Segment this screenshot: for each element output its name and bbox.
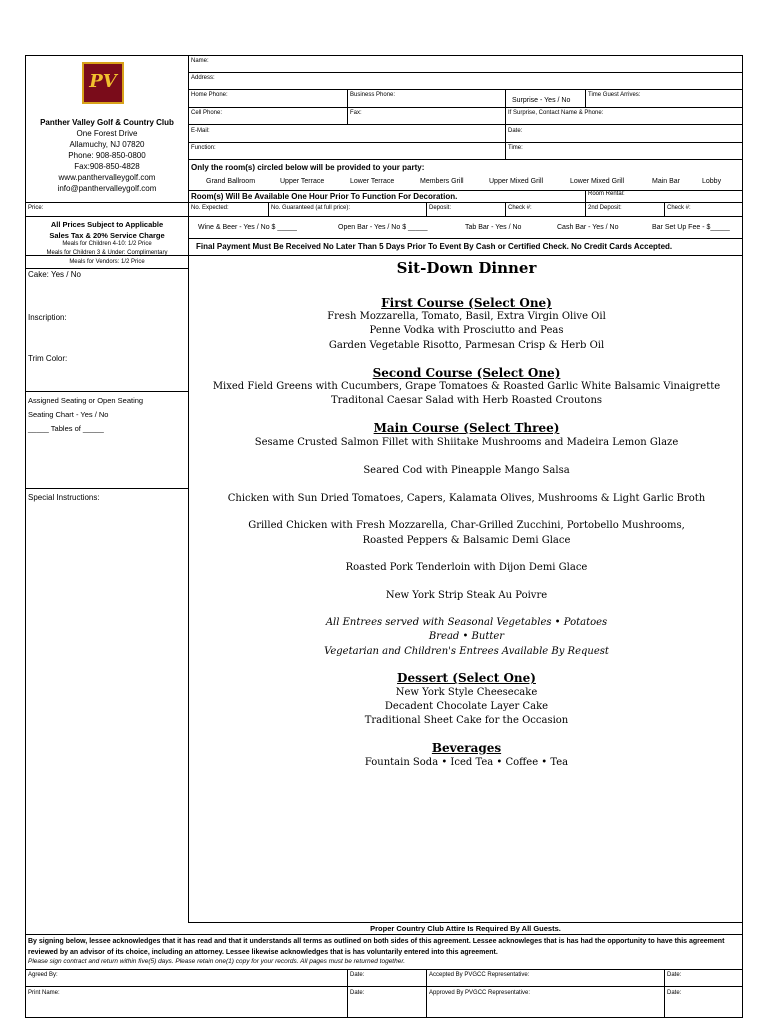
row-line	[188, 142, 743, 143]
special-instructions-field[interactable]: Special Instructions:	[28, 493, 100, 502]
assigned-seating[interactable]: Assigned Seating or Open Seating	[28, 396, 144, 405]
beverage-items: Fountain Soda • Iced Tea • Coffee • Tea	[364, 757, 569, 768]
row-line	[25, 391, 188, 392]
seating-chart-option[interactable]: Seating Chart - Yes / No	[28, 410, 109, 419]
row-line	[188, 124, 743, 125]
agreement-text: By signing below, lessee acknowledges that it has read and that it understands all terms as outlined on both sides of this agreement. Lessee acknowleges that is has had the opportunity to have this agreement reviewed by an advisor of its choice, including an attorney. Lessee likewise acknowledges that is has voluntarily entered into this agreement.	[28, 938, 725, 956]
tables-field[interactable]: _____ Tables of _____	[28, 424, 104, 433]
row-line	[188, 72, 743, 73]
row-line	[188, 107, 743, 108]
menu-item: Traditional Sheet Cake for the Occasion	[364, 715, 569, 726]
club-fax: Fax:908-850-4828	[74, 162, 140, 171]
room-option[interactable]: Lower Mixed Grill	[570, 178, 625, 185]
col-line	[505, 89, 506, 159]
menu-item: Grilled Chicken with Fresh Mozzarella, Char-Grilled Zucchini, Portobello Mushrooms,	[248, 520, 685, 531]
sales-tax: Sales Tax & 20% Service Charge	[49, 231, 165, 240]
agreed-by-field[interactable]: Agreed By:	[28, 972, 58, 978]
inscription-field[interactable]: Inscription:	[28, 313, 67, 322]
menu-item: Garden Vegetable Risotto, Parmesan Crisp & Herb Oil	[328, 340, 605, 351]
room-option[interactable]: Upper Mixed Grill	[489, 178, 544, 185]
menu-item: Chicken with Sun Dried Tomatoes, Capers, Kalamata Olives, Mushrooms & Light Garlic Broth	[227, 493, 706, 504]
row-line	[25, 202, 743, 203]
col-line	[426, 202, 427, 216]
menu-item: Seared Cod with Pineapple Mango Salsa	[363, 465, 570, 476]
menu-item: Decadent Chocolate Layer Cake	[384, 701, 549, 712]
club-email: info@panthervalleygolf.com	[57, 184, 157, 193]
club-web: www.panthervalleygolf.com	[58, 173, 156, 182]
room-option[interactable]: Upper Terrace	[280, 178, 325, 185]
cash-bar-option[interactable]: Cash Bar - Yes / No	[557, 224, 619, 231]
menu-item: Penne Vodka with Prosciutto and Peas	[369, 325, 564, 336]
entree-note: Bread • Butter	[428, 631, 505, 642]
col-line	[268, 202, 269, 216]
left-column-divider	[188, 55, 189, 922]
function-field[interactable]: Function:	[191, 145, 216, 151]
name-field[interactable]: Name:	[191, 58, 209, 64]
row-line	[25, 934, 743, 935]
meals-children-4-10: Meals for Children 4-10: 1/2 Price	[62, 241, 152, 247]
row-line	[25, 216, 743, 217]
date-field[interactable]: Date:	[350, 990, 365, 996]
room-option[interactable]: Lower Terrace	[350, 178, 395, 185]
surprise-contact-field[interactable]: If Surprise, Contact Name & Phone:	[508, 110, 604, 116]
room-rental-field[interactable]: Room Rental:	[588, 191, 625, 197]
trim-color-field[interactable]: Trim Color:	[28, 354, 68, 363]
col-line	[664, 969, 665, 1018]
address-field[interactable]: Address:	[191, 75, 215, 81]
menu-item: New York Strip Steak Au Poivre	[385, 590, 548, 601]
row-line	[25, 268, 188, 269]
date-field[interactable]: Date:	[667, 972, 682, 978]
room-option[interactable]: Main Bar	[652, 178, 681, 185]
beverages-heading: Beverages	[431, 741, 502, 755]
dessert-heading: Dessert (Select One)	[397, 671, 536, 685]
approved-by-field[interactable]: Approved By PVGCC Representative:	[429, 990, 531, 996]
price-field[interactable]: Price:	[28, 205, 44, 211]
main-course-heading: Main Course (Select Three)	[373, 421, 560, 435]
entree-note: All Entrees served with Seasonal Vegetables • Potatoes	[325, 617, 608, 628]
club-logo: PV	[82, 62, 124, 104]
room-option[interactable]: Lobby	[702, 178, 722, 185]
fax-field[interactable]: Fax:	[350, 110, 362, 116]
col-line	[505, 202, 506, 216]
wine-beer-option[interactable]: Wine & Beer - Yes / No $ _____	[198, 224, 297, 231]
surprise-option[interactable]: Surprise - Yes / No	[512, 97, 571, 104]
col-line	[664, 202, 665, 216]
meals-vendors: Meals for Vendors: 1/2 Price	[69, 259, 145, 265]
date-field[interactable]: Date:	[667, 990, 682, 996]
date-field[interactable]: Date:	[508, 128, 523, 134]
email-field[interactable]: E-Mail:	[191, 128, 210, 134]
time-guest-arrives-field[interactable]: Time Guest Arrives:	[588, 92, 641, 98]
check-field[interactable]: Check #:	[508, 205, 532, 211]
row-line	[25, 986, 743, 987]
time-field[interactable]: Time:	[508, 145, 523, 151]
menu-item: Fresh Mozzarella, Tomato, Basil, Extra Virgin Olive Oil	[327, 311, 606, 322]
rooms-note: Only the room(s) circled below will be provided to your party:	[191, 163, 425, 172]
bar-setup-fee-field[interactable]: Bar Set Up Fee - $_____	[652, 224, 730, 231]
meals-children-3: Meals for Children 3 & Under: Complimentary	[46, 250, 168, 256]
club-address1: One Forest Drive	[76, 129, 138, 138]
menu-item: Mixed Field Greens with Cucumbers, Grape Tomatoes & Roasted Garlic White Balsamic Vinaigrette	[212, 381, 721, 392]
entree-note: Vegetarian and Children's Entrees Available By Request	[324, 646, 609, 657]
row-line	[188, 190, 743, 191]
row-line	[188, 89, 743, 90]
menu-item: Roasted Peppers & Balsamic Demi Glace	[362, 535, 571, 546]
col-line	[585, 190, 586, 216]
date-field[interactable]: Date:	[350, 972, 365, 978]
open-bar-option[interactable]: Open Bar - Yes / No $ _____	[338, 224, 428, 231]
club-name: Panther Valley Golf & Country Club	[40, 118, 174, 127]
attire-note: Proper Country Club Attire Is Required By All Guests.	[370, 924, 561, 933]
first-course-heading: First Course (Select One)	[381, 296, 552, 310]
room-option[interactable]: Members Grill	[420, 178, 464, 185]
col-line	[585, 89, 586, 107]
no-guaranteed-field[interactable]: No. Guaranteed (at full price):	[271, 205, 351, 211]
no-expected-field[interactable]: No. Expected:	[191, 205, 229, 211]
col-line	[347, 969, 348, 1018]
menu-title: Sit-Down Dinner	[396, 259, 537, 277]
accepted-by-field[interactable]: Accepted By PVGCC Representative:	[429, 972, 530, 978]
final-payment-note: Final Payment Must Be Received No Later Than 5 Days Prior To Event By Cash or Certified Check. No Credit Cards Accepted.	[196, 242, 673, 251]
row-line	[188, 238, 743, 239]
room-option[interactable]: Grand Ballroom	[206, 178, 256, 185]
business-phone-field[interactable]: Business Phone:	[350, 92, 396, 98]
club-address2: Allamuchy, NJ 07820	[69, 140, 145, 149]
available-note: Room(s) Will Be Available One Hour Prior To Function For Decoration.	[191, 192, 458, 201]
col-line	[347, 89, 348, 124]
col-line	[426, 969, 427, 1018]
cell-phone-field[interactable]: Cell Phone:	[191, 110, 223, 116]
check2-field[interactable]: Check #:	[667, 205, 691, 211]
row-line	[188, 922, 743, 923]
second-deposit-field[interactable]: 2nd Deposit:	[588, 205, 622, 211]
row-line	[25, 969, 743, 970]
second-course-heading: Second Course (Select One)	[372, 366, 561, 380]
tab-bar-option[interactable]: Tab Bar - Yes / No	[465, 224, 522, 231]
home-phone-field[interactable]: Home Phone:	[191, 92, 228, 98]
cake-option[interactable]: Cake: Yes / No	[28, 270, 81, 279]
row-line	[188, 159, 743, 160]
menu-item: Roasted Pork Tenderloin with Dijon Demi Glace	[345, 562, 588, 573]
menu-item: New York Style Cheesecake	[395, 687, 538, 698]
please-sign-note: Please sign contract and return within five(5) days. Please retain one(1) copy for your records. All pages must be returned together.	[28, 958, 406, 965]
deposit-field[interactable]: Deposit:	[429, 205, 452, 211]
menu-item: Traditonal Caesar Salad with Herb Roasted Croutons	[330, 395, 603, 406]
row-line	[25, 488, 188, 489]
menu-item: Sesame Crusted Salmon Fillet with Shiitake Mushrooms and Madeira Lemon Glaze	[254, 437, 679, 448]
prices-subject: All Prices Subject to Applicable	[50, 220, 164, 229]
club-phone: Phone: 908-850-0800	[68, 151, 146, 160]
print-name-field[interactable]: Print Name:	[28, 990, 60, 996]
